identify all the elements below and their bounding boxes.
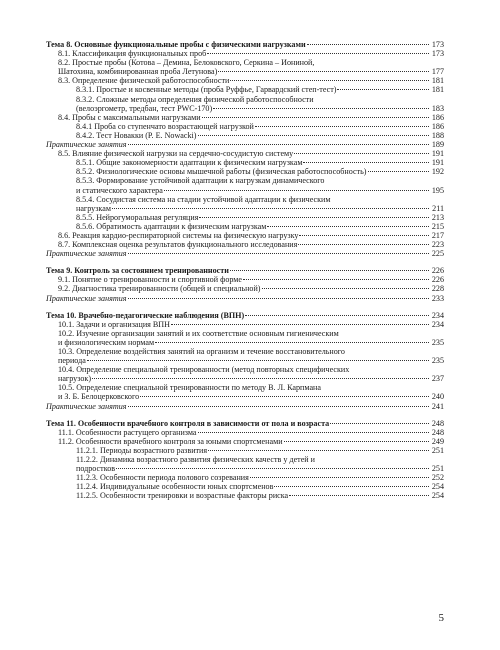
dot-leader [245, 315, 429, 316]
toc-entry[interactable] [46, 284, 444, 293]
toc-page-number: 254 [431, 491, 444, 501]
dot-leader [307, 44, 429, 45]
toc-page-number: 228 [431, 284, 444, 294]
toc-entry[interactable] [46, 347, 444, 365]
dot-leader [289, 495, 429, 496]
dot-leader [155, 342, 429, 343]
toc-entry[interactable] [46, 122, 444, 131]
toc-page-number: 177 [431, 67, 444, 77]
toc-entry-text: Шатохина, комбинированная проба Летунова) [58, 67, 218, 77]
toc-entry-text: 11.2.2. Динамика возрастного развития физических качеств у детей и [76, 455, 430, 464]
dot-leader [298, 244, 429, 245]
toc-entry-text: 8.5.6. Обратимость адаптации к физическим нагрузкам [76, 221, 267, 231]
toc-page-number: 173 [431, 40, 444, 49]
toc-entry[interactable] [46, 213, 444, 222]
toc-entry-text: 8.5.3. Формирование устойчивой адаптации к нагрузкам динамического [76, 176, 430, 185]
dot-leader [198, 135, 430, 136]
toc-entry-text: 10.3. Определение воздействия занятий на организм и течение восстановительного [58, 347, 430, 356]
dot-leader [207, 53, 429, 54]
toc-entry-text: Практические занятия [46, 140, 127, 150]
toc-entry-text: нагрузкам [76, 203, 111, 213]
toc-entry-text: Практические занятия [46, 401, 127, 411]
dot-leader [128, 406, 429, 407]
toc-entry[interactable] [46, 491, 444, 500]
dot-leader [164, 190, 429, 191]
toc-page-number: 186 [431, 112, 444, 122]
toc-entry-text: и физиологическим нормам [58, 337, 155, 347]
toc-page-number: 192 [431, 167, 444, 177]
dot-leader [230, 80, 429, 81]
toc-entry[interactable] [46, 428, 444, 437]
toc-entry-text: 8.3. Определение физической работоспособности [58, 76, 230, 86]
toc-entry-text: Тема 8. Основные функциональные пробы с физическими нагрузками [46, 40, 306, 49]
toc-page-number: 240 [431, 392, 444, 402]
toc-entry[interactable] [46, 49, 444, 58]
toc-entry[interactable] [46, 158, 444, 167]
dot-leader [208, 450, 429, 451]
toc-practice-entry[interactable] [46, 294, 444, 303]
toc-entry-text: 8.5. Влияние физической нагрузки на сердечно-сосудистую систему [58, 149, 294, 159]
toc-entry-text: 8.4.1 Проба со ступенчато возрастающей нагрузкой [76, 121, 254, 131]
toc-entry-text: и З. Б. Белоцерковского [58, 392, 140, 402]
dot-leader [330, 423, 429, 424]
toc-page-number: 195 [431, 185, 444, 195]
dot-leader [213, 108, 429, 109]
toc-entry[interactable] [46, 329, 444, 347]
dot-leader [274, 486, 429, 487]
dot-leader [250, 477, 429, 478]
toc-entry[interactable] [46, 473, 444, 482]
dot-leader [128, 253, 429, 254]
section-gap [46, 258, 444, 266]
toc-page-number: 237 [431, 374, 444, 384]
toc-page-number: 249 [431, 436, 444, 446]
toc-page-number: 223 [431, 240, 444, 250]
toc-page-number: 251 [431, 464, 444, 474]
toc-page-number: 211 [432, 203, 444, 213]
toc-entry[interactable] [46, 176, 444, 194]
toc-entry-text: 10.1. Задачи и организация ВПН [58, 319, 170, 329]
toc-entry[interactable] [46, 240, 444, 249]
toc-page-number: 226 [431, 275, 444, 285]
toc-entry-text: 8.1. Классификация функциональных проб [58, 49, 207, 59]
dot-leader [294, 153, 429, 154]
toc-page-number: 248 [431, 418, 444, 428]
toc-page-number: 235 [431, 356, 444, 366]
toc-entry-text: Тема 10. Врачебно-педагогические наблюдения (ВПН) [46, 310, 245, 320]
dot-leader [303, 162, 429, 163]
toc-entry-text: 11.2.5. Особенности тренировки и возрастные факторы риска [76, 491, 289, 501]
dot-leader [140, 396, 429, 397]
toc-page-number: 215 [431, 221, 444, 231]
toc-entry[interactable] [46, 231, 444, 240]
toc-page-number: 241 [431, 401, 444, 411]
toc-entry-text: Практические занятия [46, 293, 127, 303]
toc-entry[interactable] [46, 195, 444, 213]
toc-entry-text: 11.2.1. Периоды возрастного развития [76, 445, 208, 455]
toc-entry-text: 9.2. Диагностика тренированности (общей и специальной) [58, 284, 261, 294]
toc-entry[interactable] [46, 383, 444, 401]
page-number: 5 [438, 612, 444, 624]
toc-entry[interactable] [46, 167, 444, 176]
toc-entry-text: 10.2. Изучение организации занятий и их соответствие основным гигиеническим [58, 329, 430, 338]
toc-entry-text: 10.4. Определение специальной тренированности (метод повторных специфических [58, 365, 430, 374]
toc-page-number: 254 [431, 482, 444, 492]
toc-entry-text: 8.6. Реакция кардио-респираторной системы на физическую нагрузку [58, 230, 299, 240]
toc-practice-entry[interactable] [46, 140, 444, 149]
dot-leader [262, 288, 429, 289]
toc-page-number: 188 [431, 130, 444, 140]
toc-entry[interactable] [46, 446, 444, 455]
toc-entry-text: 8.5.1. Общие закономерности адаптации к физическим нагрузкам [76, 158, 303, 168]
toc-entry-text: 11.2.4. Индивидуальные особенности юных спортсменов [76, 482, 274, 492]
dot-leader [128, 144, 429, 145]
toc-page-number: 181 [431, 76, 444, 86]
toc-entry-text: Тема 9. Контроль за состоянием тренированности [46, 266, 229, 276]
toc-entry[interactable] [46, 455, 444, 473]
dot-leader [255, 126, 429, 127]
section-gap [46, 303, 444, 311]
toc-page-number: 234 [431, 310, 444, 320]
toc-practice-entry[interactable] [46, 402, 444, 411]
toc-entry[interactable] [46, 58, 444, 76]
toc-entry-text: Тема 11. Особенности врачебного контроля в зависимости от пола и возраста [46, 418, 330, 428]
toc-practice-entry[interactable] [46, 249, 444, 258]
toc-page-number: 217 [431, 230, 444, 240]
toc-page-number: 233 [431, 293, 444, 303]
toc-entry[interactable] [46, 85, 444, 94]
table-of-contents [46, 40, 444, 501]
toc-page-number: 226 [431, 266, 444, 276]
dot-leader [199, 217, 429, 218]
section-gap [46, 411, 444, 419]
dot-leader [284, 441, 429, 442]
toc-page-number: 213 [431, 212, 444, 222]
toc-entry[interactable] [46, 222, 444, 231]
toc-entry-text: 11.2.3. Особенности периода полового созревания [76, 473, 249, 483]
toc-entry-text: 8.4. Пробы с максимальными нагрузками [58, 112, 201, 122]
dot-leader [267, 226, 429, 227]
toc-entry-text: 8.3.2. Сложные методы определения физической работоспособности [76, 95, 430, 104]
dot-leader [112, 208, 429, 209]
toc-entry[interactable] [46, 95, 444, 113]
dot-leader [87, 360, 429, 361]
dot-leader [202, 117, 429, 118]
toc-entry-text: (велоэргометр, тредбан, тест PWC-170) [76, 103, 213, 113]
dot-leader [243, 279, 429, 280]
dot-leader [337, 89, 429, 90]
toc-page-number: 235 [431, 337, 444, 347]
toc-entry[interactable] [46, 365, 444, 383]
toc-page-number: 189 [431, 140, 444, 150]
toc-entry-text: 10.5. Определение специальной тренированности по методу В. Л. Карпмана [58, 383, 430, 392]
toc-topic-entry[interactable] [46, 311, 444, 320]
toc-page-number: 186 [431, 121, 444, 131]
dot-leader [128, 298, 429, 299]
toc-entry[interactable] [46, 131, 444, 140]
dot-leader [116, 468, 429, 469]
toc-entry-text: нагрузок) [58, 374, 92, 384]
toc-entry-text: 9.1. Понятие о тренированности и спортивной форме [58, 275, 243, 285]
dot-leader [230, 270, 429, 271]
toc-entry-text: 8.3.1. Простые и косвенные методы (проба Руффье, Гарвардский степ-тест) [76, 85, 337, 95]
toc-entry[interactable] [46, 76, 444, 85]
toc-topic-entry[interactable] [46, 266, 444, 275]
toc-entry[interactable] [46, 482, 444, 491]
toc-entry-text: 11.2. Особенности врачебного контроля за юными спортсменами [58, 436, 283, 446]
toc-entry-text: и статического характера [76, 185, 163, 195]
toc-page-number: 248 [431, 427, 444, 437]
toc-page-number: 183 [431, 103, 444, 113]
toc-page-number: 191 [431, 149, 444, 159]
toc-entry-text: 8.5.2. Физиологические основы мышечной работы (физическая работоспособность) [76, 167, 367, 177]
toc-page-number: 251 [431, 445, 444, 455]
dot-leader [299, 235, 429, 236]
toc-entry-text: 8.5.4. Сосудистая система на стадии устойчивой адаптации к физическим [76, 195, 430, 204]
toc-entry[interactable] [46, 320, 444, 329]
toc-page-number: 191 [431, 158, 444, 168]
toc-entry-text: 8.7. Комплексная оценка результатов функционального исследования [58, 240, 298, 250]
dot-leader [198, 432, 429, 433]
dot-leader [92, 378, 429, 379]
toc-page-number: 234 [431, 319, 444, 329]
dot-leader [171, 324, 429, 325]
toc-topic-entry[interactable] [46, 419, 444, 428]
toc-page-number: 225 [431, 249, 444, 259]
dot-leader [368, 171, 430, 172]
toc-entry-text: периода [58, 356, 86, 366]
toc-page-number: 181 [431, 85, 444, 95]
toc-entry-text: 8.2. Простые пробы (Котова – Демина, Белоковского, Серкина – Иониной, [58, 58, 430, 67]
toc-entry-text: Практические занятия [46, 249, 127, 259]
toc-entry[interactable] [46, 149, 444, 158]
toc-entry-text: 8.5.5. Нейрогуморальная регуляция [76, 212, 199, 222]
toc-entry-text: 8.4.2. Тест Новакки (P. E. Nowacki) [76, 130, 197, 140]
toc-entry-text: 11.1. Особенности растущего организма [58, 427, 197, 437]
toc-page-number: 173 [431, 49, 444, 59]
dot-leader [218, 71, 429, 72]
toc-page-number: 252 [431, 473, 444, 483]
toc-entry[interactable] [46, 437, 444, 446]
toc-topic-entry[interactable] [46, 40, 444, 49]
toc-entry[interactable] [46, 113, 444, 122]
toc-entry-text: подростков [76, 464, 116, 474]
toc-entry[interactable] [46, 275, 444, 284]
